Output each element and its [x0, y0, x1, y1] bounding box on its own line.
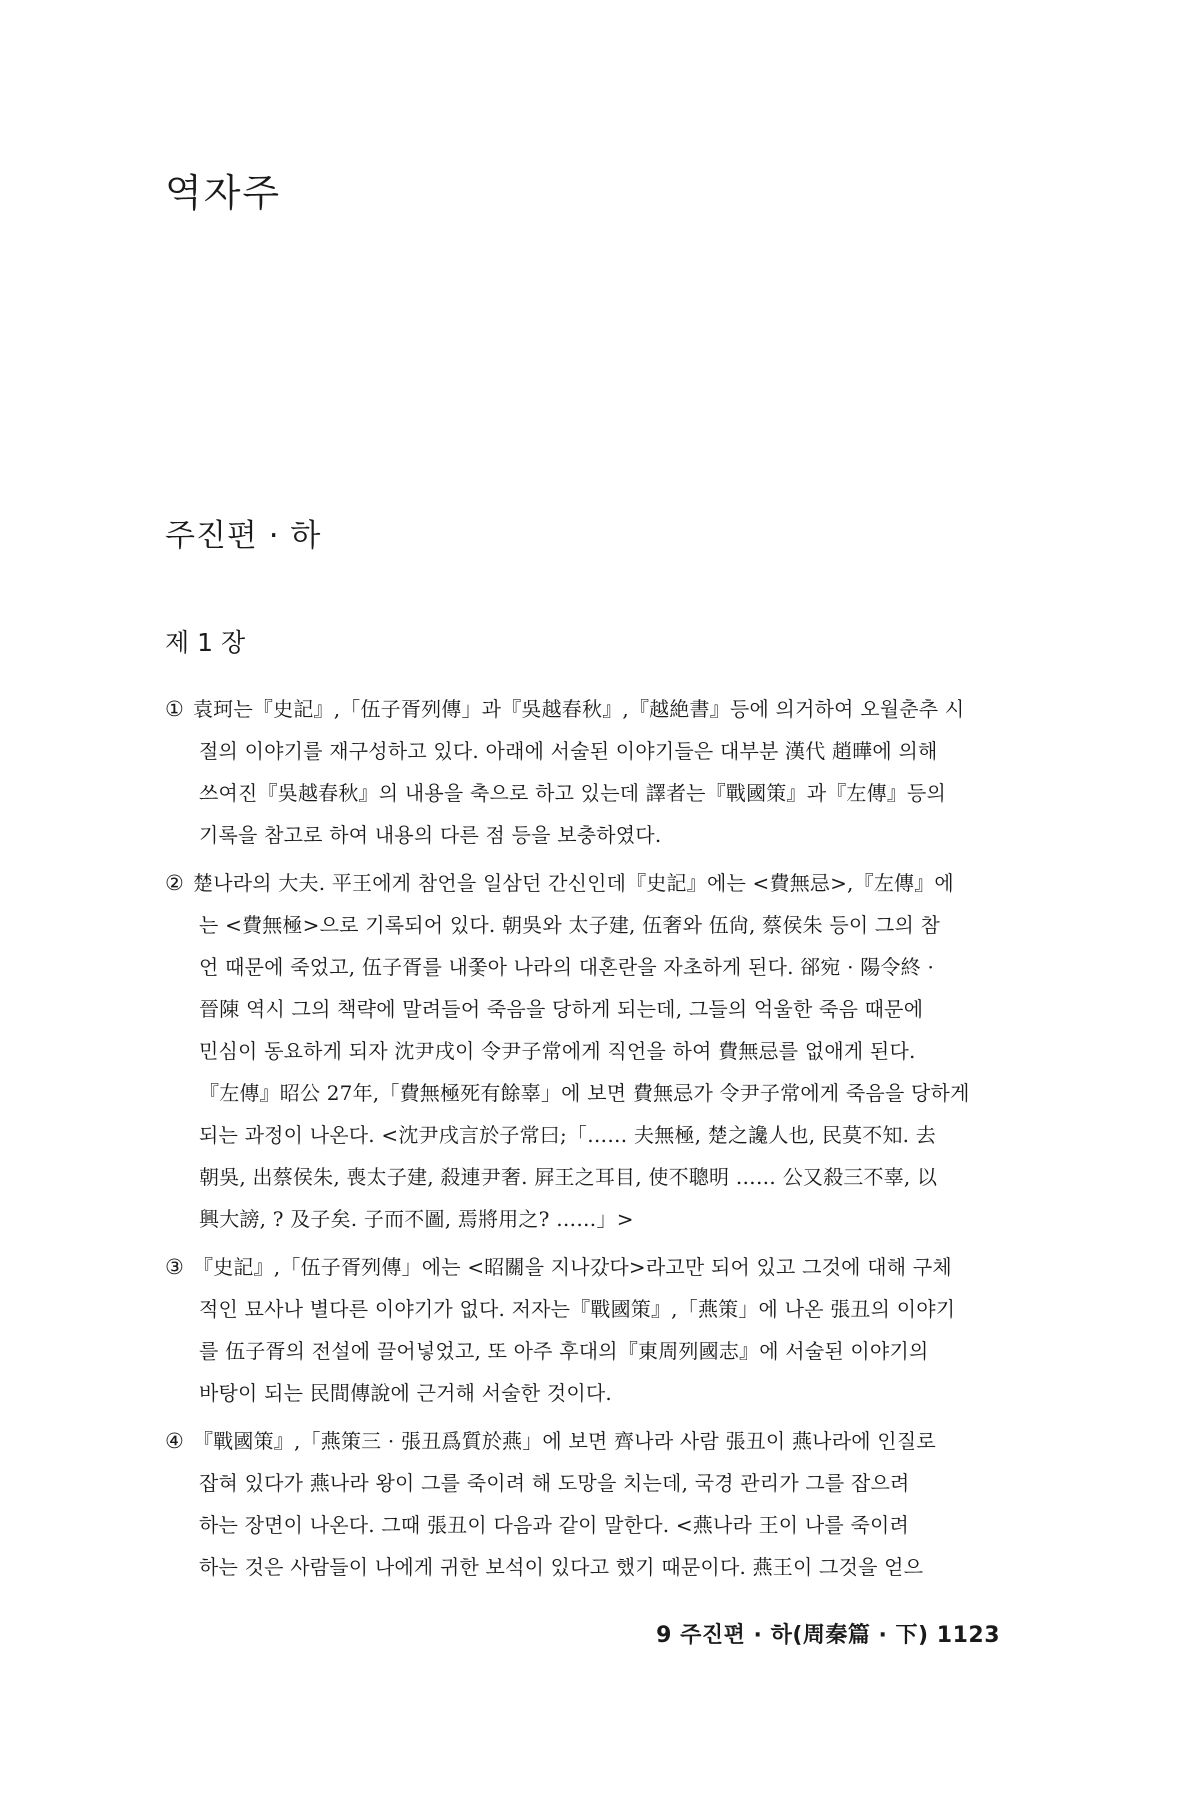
note-line: 『戰國策』,「燕策三 · 張丑爲質於燕」에 보면 齊나라 사람 張丑이 燕나라에 인질로 [193, 1429, 936, 1453]
note-line: 적인 묘사나 별다른 이야기가 없다. 저자는『戰國策』,「燕策」에 나온 張丑의 이야기 [199, 1297, 956, 1321]
note-line: 『左傳』昭公 27年,「費無極死有餘辜」에 보면 費無忌가 令尹子常에게 죽음을 당하게 [199, 1081, 970, 1105]
note-text [193, 1420, 1035, 1588]
note-line: 『史記』,「伍子胥列傳」에는 <昭關을 지나갔다>라고만 되어 있고 그것에 대해 구체 [193, 1255, 952, 1279]
note-marker: ③ [165, 1255, 184, 1279]
note-line: 쓰여진『吳越春秋』의 내용을 축으로 하고 있는데 譯者는『戰國策』과『左傳』등의 [199, 781, 947, 805]
note-line: 민심이 동요하게 되자 沈尹戌이 令尹子常에게 직언을 하여 費無忌를 없애게 된다. [199, 1039, 916, 1063]
note-line: 잡혀 있다가 燕나라 왕이 그를 죽이려 해 도망을 치는데, 국경 관리가 그를 잡으려 [199, 1471, 910, 1495]
note-line: 朝吳, 出蔡侯朱, 喪太子建, 殺連尹奢. 屛王之耳目, 使不聰明 …… 公又殺三不辜, 以 [199, 1165, 938, 1189]
note-4 [165, 1420, 1035, 1588]
note-line: 興大謗, ? 及子矣. 子而不圖, 焉將用之? ……」> [199, 1207, 634, 1231]
note-text [193, 1246, 1035, 1414]
page-heading: 역자주 [165, 171, 282, 215]
note-line: 하는 장면이 나온다. 그때 張丑이 다음과 같이 말한다. <燕나라 王이 나를 죽이려 [199, 1513, 910, 1537]
note-line: 는 <費無極>으로 기록되어 있다. 朝吳와 太子建, 伍奢와 伍尙, 蔡侯朱 등이 그의 참 [199, 913, 941, 937]
note-marker: ② [165, 871, 184, 895]
note-line: 되는 과정이 나온다. <沈尹戌言於子常曰;「…… 夫無極, 楚之讒人也, 民莫不知. 去 [199, 1123, 936, 1147]
note-3 [165, 1246, 1035, 1414]
note-line: 바탕이 되는 民間傳說에 근거해 서술한 것이다. [199, 1381, 612, 1405]
note-line: 기록을 참고로 하여 내용의 다른 점 등을 보충하였다. [199, 823, 662, 847]
note-1 [165, 688, 1035, 856]
note-line: 절의 이야기를 재구성하고 있다. 아래에 서술된 이야기들은 대부분 漢代 趙曄에 의해 [199, 739, 938, 763]
note-line: 를 伍子胥의 전설에 끌어넣었고, 또 아주 후대의『東周列國志』에 서술된 이야기의 [199, 1339, 929, 1363]
chapter-title: 제 1 장 [165, 628, 246, 657]
translator-notes [165, 688, 1035, 1594]
note-line: 하는 것은 사람들이 나에게 귀한 보석이 있다고 했기 때문이다. 燕王이 그것을 얻으 [199, 1555, 924, 1579]
running-footer-page-number: 9 주진편 · 하(周秦篇 · 下) 1123 [656, 1623, 1000, 1648]
note-marker: ④ [165, 1429, 184, 1453]
note-2 [165, 862, 1035, 1240]
note-marker: ① [165, 697, 184, 721]
note-text [193, 862, 1035, 1240]
note-text [193, 688, 1035, 856]
note-line: 晉陳 역시 그의 책략에 말려들어 죽음을 당하게 되는데, 그들의 억울한 죽음 때문에 [199, 997, 924, 1021]
note-line: 楚나라의 大夫. 平王에게 참언을 일삼던 간신인데『史記』에는 <費無忌>,『左傳』에 [193, 871, 954, 895]
note-line: 袁珂는『史記』,「伍子胥列傳」과『吳越春秋』,『越絶書』등에 의거하여 오월춘추 시 [193, 697, 965, 721]
note-line: 언 때문에 죽었고, 伍子胥를 내쫓아 나라의 대혼란을 자초하게 된다. 郤宛 · 陽令終 · [199, 955, 934, 979]
section-title: 주진편 · 하 [165, 518, 322, 554]
